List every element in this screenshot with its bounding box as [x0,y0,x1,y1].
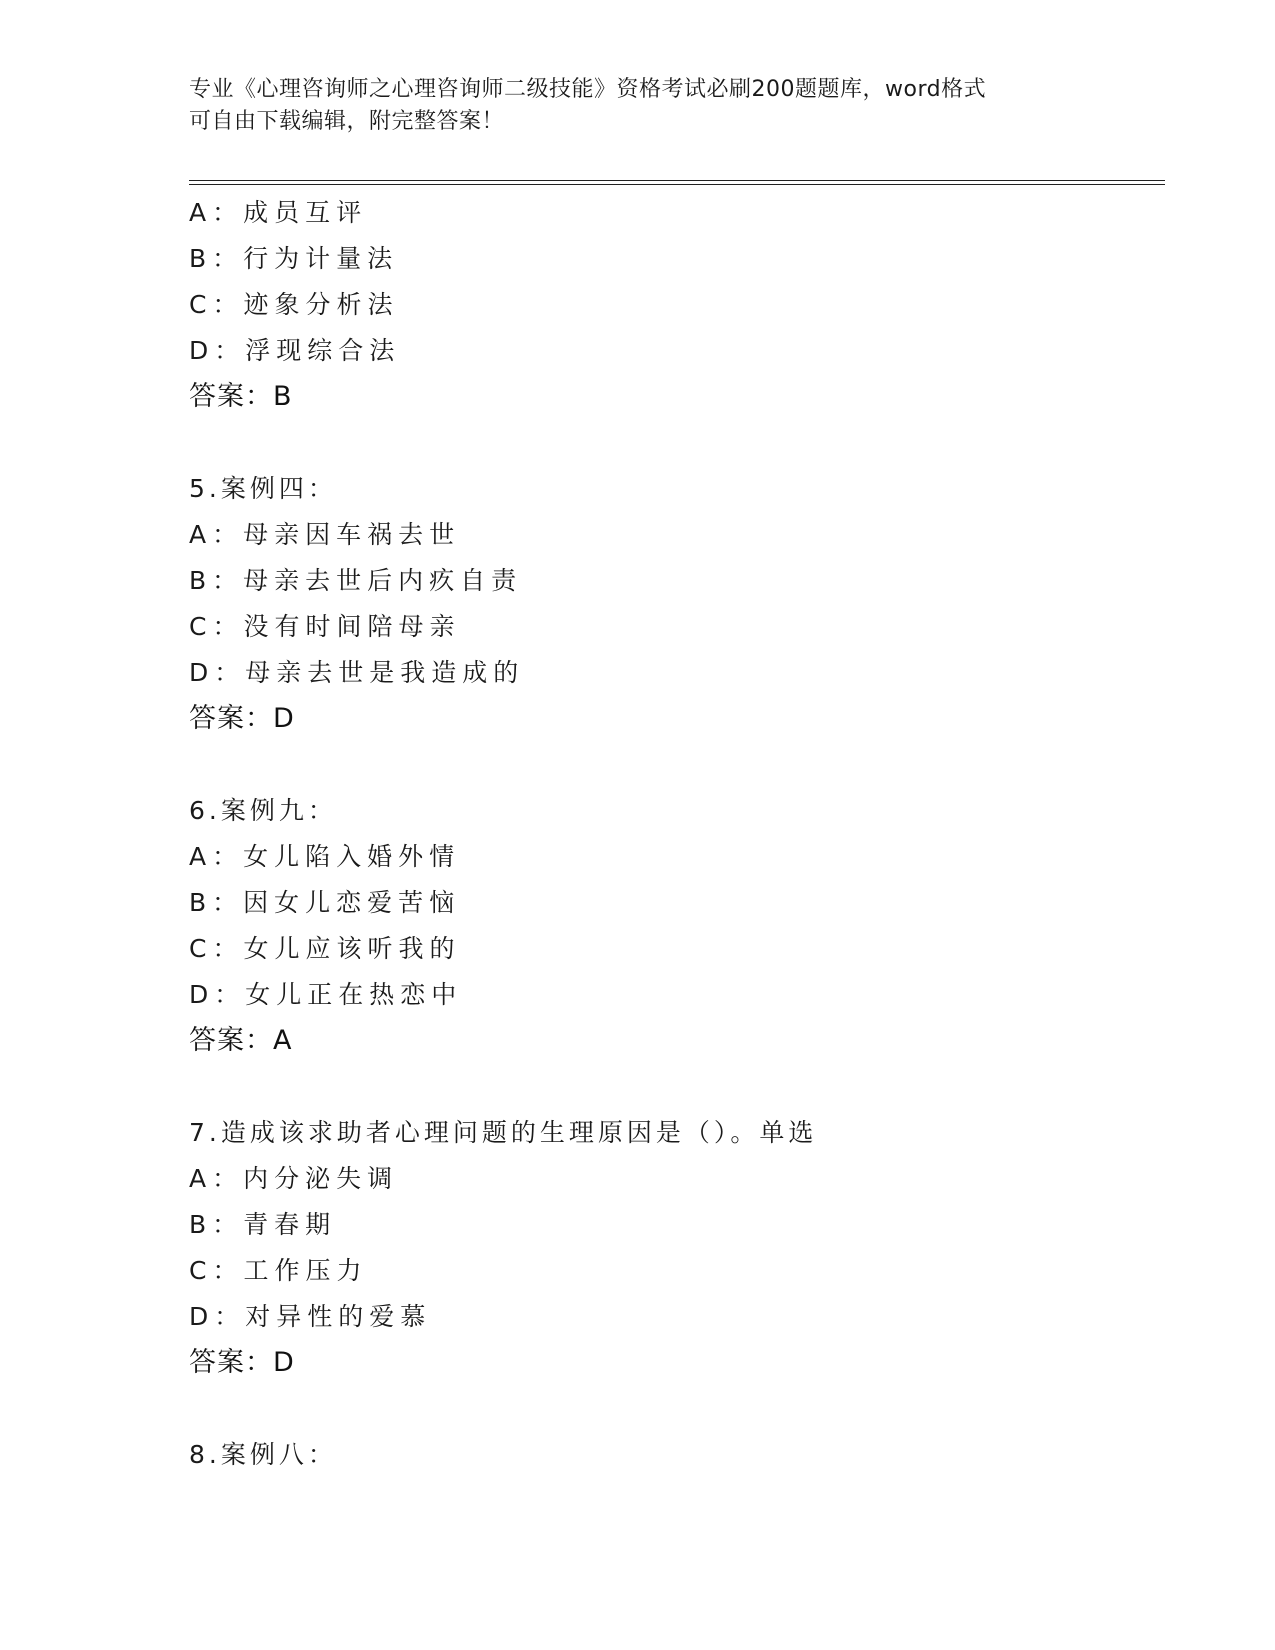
question-block-7 [189,1110,1149,1386]
option-c: C：迹象分析法 [189,290,399,319]
spacer [189,742,1149,788]
option-c: C：工作压力 [189,1256,368,1285]
option-c: C：女儿应该听我的 [189,934,461,963]
document-header [189,74,1089,138]
option-c: C：没有时间陪母亲 [189,612,461,641]
header-divider-top [189,180,1165,181]
question-block-prev [189,190,1149,420]
question-title: 5.案例四： [189,474,337,503]
question-list [189,190,1149,1478]
option-a: A：内分泌失调 [189,1164,399,1193]
option-b: B：青春期 [189,1210,337,1239]
spacer [189,420,1149,466]
option-d: D：女儿正在热恋中 [189,980,463,1009]
spacer [189,1386,1149,1432]
option-b: B：因女儿恋爱苦恼 [189,888,461,917]
option-b: B：母亲去世后内疚自责 [189,566,523,595]
question-title: 6.案例九： [189,796,337,825]
option-a: A：母亲因车祸去世 [189,520,461,549]
answer-line: 答案：B [189,381,293,412]
answer-line: 答案：A [189,1025,293,1056]
option-b: B：行为计量法 [189,244,399,273]
option-d: D：对异性的爱慕 [189,1302,432,1331]
option-a: A：女儿陷入婚外情 [189,842,461,871]
question-title: 8.案例八： [189,1440,337,1469]
question-block-8 [189,1432,1149,1478]
header-divider-bottom [189,184,1165,185]
question-block-6 [189,788,1149,1064]
header-line-2: 可自由下载编辑，附完整答案！ [189,109,505,134]
spacer [189,1064,1149,1110]
option-a: A：成员互评 [189,198,368,227]
answer-line: 答案：D [189,703,295,734]
answer-line: 答案：D [189,1347,295,1378]
header-line-1: 专业《心理咨询师之心理咨询师二级技能》资格考试必刷200题题库，word格式 [189,77,987,102]
option-d: D：母亲去世是我造成的 [189,658,525,687]
option-d: D：浮现综合法 [189,336,401,365]
question-title: 7.造成该求助者心理问题的生理原因是（）。单选 [189,1118,818,1147]
question-block-5 [189,466,1149,742]
